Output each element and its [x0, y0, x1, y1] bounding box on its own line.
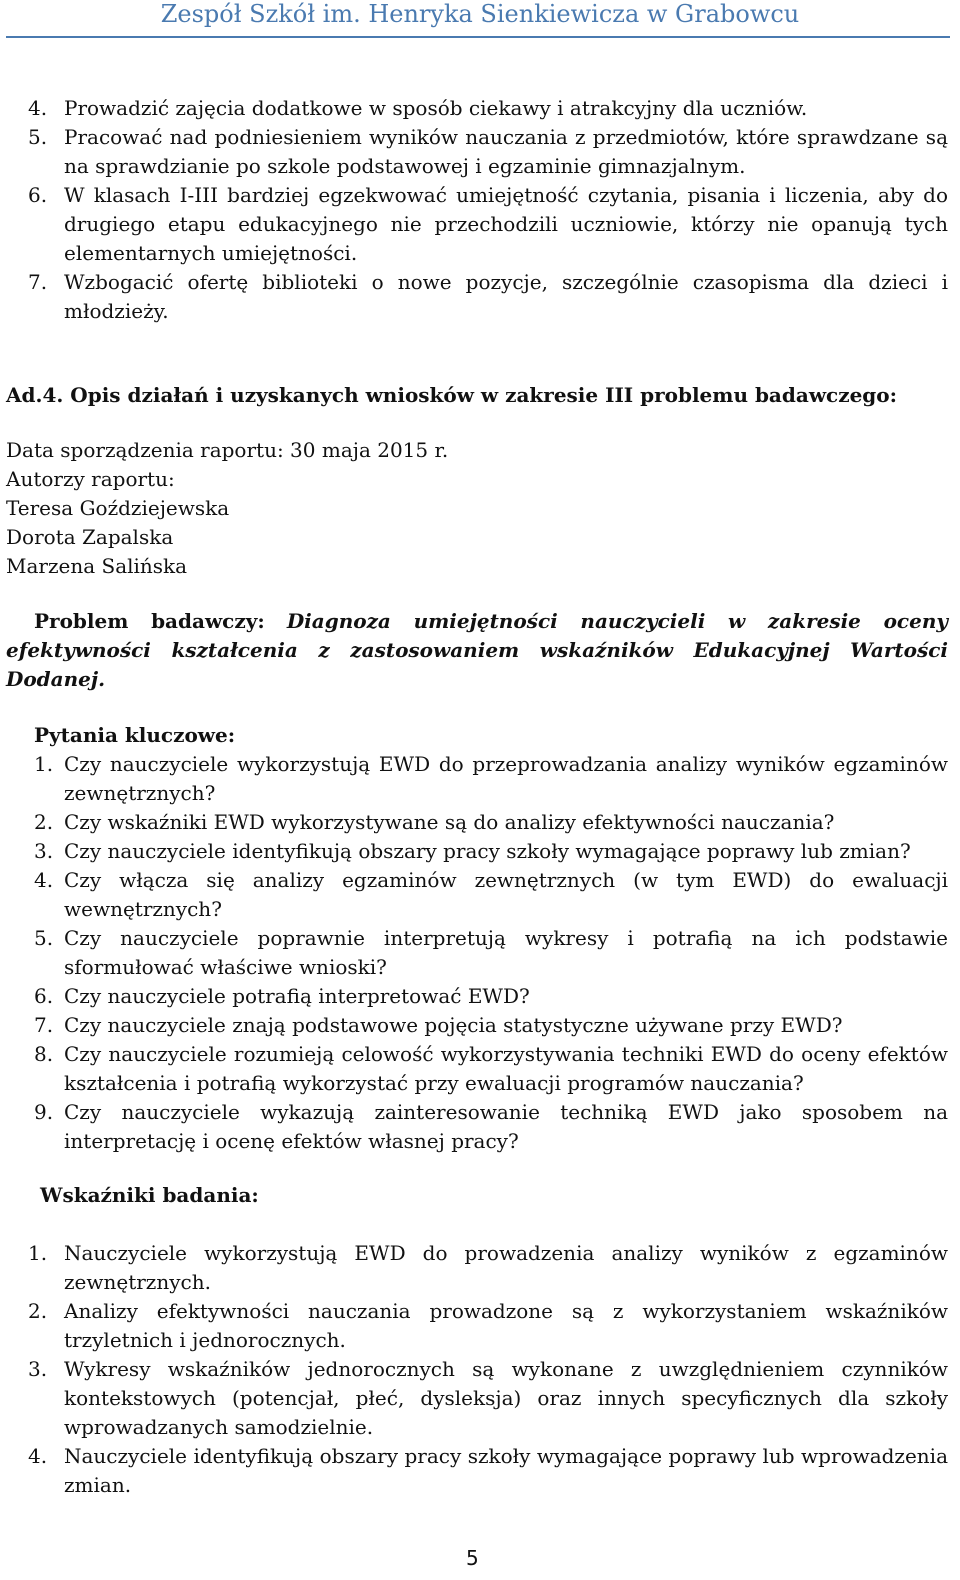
list-item-text: Wykresy wskaźników jednorocznych są wykonane z uwzględnieniem czynników kontekstowych (potencjał, płeć, dysleksja) oraz innych specyficznych dla szkoły wprowadzanych samodzielnie.: [64, 1357, 948, 1439]
list-item-number: 1.: [28, 1241, 48, 1265]
research-problem: [6, 607, 948, 694]
list-item-text: Pracować nad podniesieniem wyników nauczania z przedmiotów, które sprawdzane są na sprawdzianie po szkole podstawowej i egzaminie gimnazjalnym.: [64, 125, 948, 178]
problem-label: Problem badawczy:: [34, 609, 265, 633]
list-item: [0, 1098, 960, 1156]
list-item: [0, 750, 960, 808]
authors-label: Autorzy raportu:: [6, 467, 175, 491]
list-item-text: Nauczyciele identyfikują obszary pracy szkoły wymagające poprawy lub wprowadzenia zmian.: [64, 1444, 948, 1497]
header-title: Zespół Szkół im. Henryka Sienkiewicza w Grabowcu: [160, 0, 800, 28]
list-item-number: 3.: [34, 839, 54, 863]
list-item-number: 8.: [34, 1042, 54, 1066]
list-item: [0, 94, 960, 123]
header-divider: [6, 36, 950, 38]
list-item-number: 7.: [34, 1013, 54, 1037]
key-questions-list: [0, 750, 960, 1156]
indicators-title: Wskaźniki badania:: [40, 1183, 259, 1207]
list-item: [0, 866, 960, 924]
list-item-number: 5.: [28, 125, 48, 149]
list-item-text: Czy włącza się analizy egzaminów zewnętrznych (w tym EWD) do ewaluacji wewnętrznych?: [64, 868, 948, 921]
list-item-number: 4.: [28, 1444, 48, 1468]
author-name: Dorota Zapalska: [6, 525, 174, 549]
list-item: [0, 1239, 960, 1297]
list-item-number: 2.: [34, 810, 54, 834]
list-item-number: 4.: [34, 868, 54, 892]
list-item-text: Czy nauczyciele identyfikują obszary pracy szkoły wymagające poprawy lub zmian?: [64, 839, 911, 863]
list-item-number: 4.: [28, 96, 48, 120]
list-item-text: Prowadzić zajęcia dodatkowe w sposób ciekawy i atrakcyjny dla uczniów.: [64, 96, 808, 120]
author-name: Teresa Goździejewska: [6, 496, 230, 520]
list-item-number: 9.: [34, 1100, 54, 1124]
list-item: [0, 837, 960, 866]
page-header: [0, 0, 960, 40]
list-item-text: Analizy efektywności nauczania prowadzone są z wykorzystaniem wskaźników trzyletnich i jednorocznych.: [64, 1299, 948, 1352]
list-item-text: Czy nauczyciele poprawnie interpretują wykresy i potrafią na ich podstawie sformułować właściwe wnioski?: [64, 926, 948, 979]
list-item: [0, 123, 960, 181]
list-item-number: 6.: [34, 984, 54, 1008]
list-item-text: Czy nauczyciele znają podstawowe pojęcia statystyczne używane przy EWD?: [64, 1013, 843, 1037]
list-item: [0, 268, 960, 326]
indicators-list: [0, 1239, 960, 1500]
list-item: [0, 1297, 960, 1355]
section-heading: Ad.4. Opis działań i uzyskanych wniosków w zakresie III problemu badawczego:: [6, 383, 898, 407]
author-name: Marzena Salińska: [6, 554, 188, 578]
page-number: 5: [466, 1546, 479, 1570]
list-item-text: W klasach I-III bardziej egzekwować umiejętność czytania, pisania i liczenia, aby do drugiego etapu edukacyjnego nie przechodzili uczniowie, którzy nie opanują tych elementarnych umiejętności.: [64, 183, 948, 265]
list-item: [0, 1011, 960, 1040]
report-meta: [6, 436, 448, 581]
list-item: [0, 982, 960, 1011]
list-item-number: 2.: [28, 1299, 48, 1323]
list-item: [0, 1040, 960, 1098]
list-item: [0, 808, 960, 837]
list-item-text: Nauczyciele wykorzystują EWD do prowadzenia analizy wyników z egzaminów zewnętrznych.: [64, 1241, 948, 1294]
list-item-text: Czy nauczyciele rozumieją celowość wykorzystywania techniki EWD do oceny efektów kształcenia i potrafią wykorzystać przy ewaluacji programów nauczania?: [64, 1042, 948, 1095]
key-questions-title: Pytania kluczowe:: [34, 723, 236, 747]
problem-text: Diagnoza umiejętności nauczycieli w zakresie oceny efektywności kształcenia z zastosowaniem wskaźników Edukacyjnej Wartości Dodanej.: [6, 609, 948, 691]
list-item: [0, 181, 960, 268]
list-item-text: Wzbogacić ofertę biblioteki o nowe pozycje, szczególnie czasopisma dla dzieci i młodzieży.: [64, 270, 948, 323]
list-item-number: 7.: [28, 270, 48, 294]
report-date: Data sporządzenia raportu: 30 maja 2015 r.: [6, 438, 449, 462]
list-item: [0, 1355, 960, 1442]
list-item-text: Czy wskaźniki EWD wykorzystywane są do analizy efektywności nauczania?: [64, 810, 835, 834]
list-item: [0, 1442, 960, 1500]
list-item-number: 3.: [28, 1357, 48, 1381]
list-item-text: Czy nauczyciele wykorzystują EWD do przeprowadzania analizy wyników egzaminów zewnętrznych?: [64, 752, 948, 805]
list-item-number: 6.: [28, 183, 48, 207]
list-item-number: 1.: [34, 752, 54, 776]
list-item-number: 5.: [34, 926, 54, 950]
top-list: [0, 94, 960, 326]
list-item-text: Czy nauczyciele potrafią interpretować EWD?: [64, 984, 530, 1008]
list-item-text: Czy nauczyciele wykazują zainteresowanie techniką EWD jako sposobem na interpretację i ocenę efektów własnej pracy?: [64, 1100, 948, 1153]
list-item: [0, 924, 960, 982]
